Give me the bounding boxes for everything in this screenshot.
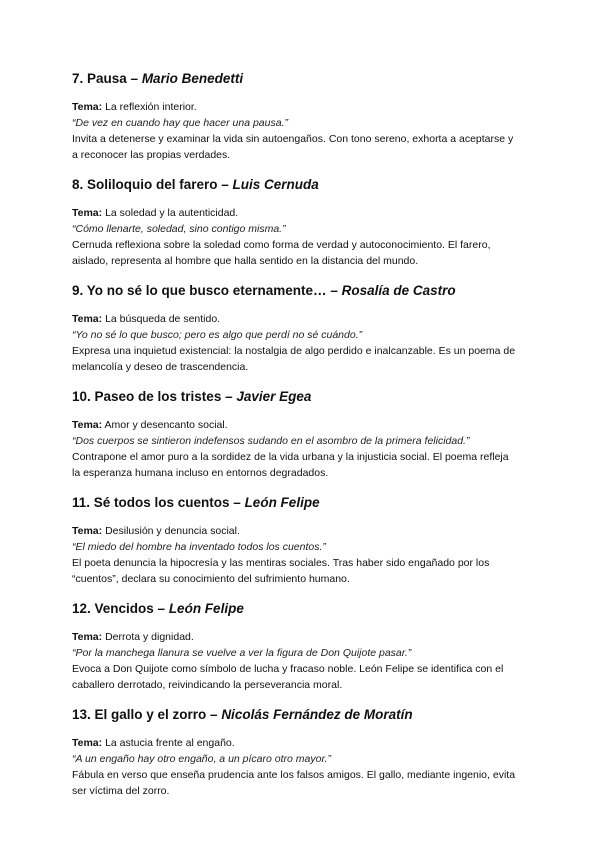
- tema-text: Derrota y dignidad.: [105, 631, 194, 643]
- poem-entry-11: [72, 494, 516, 587]
- poem-author: Mario Benedetti: [141, 71, 244, 86]
- tema-label: Tema:: [72, 313, 103, 325]
- tema-label: Tema:: [72, 525, 103, 537]
- poem-author: Nicolás Fernández de Moratín: [221, 707, 413, 722]
- poem-author: Javier Egea: [236, 389, 312, 404]
- poem-description: Expresa una inquietud existencial: la nostalgia de algo perdido e inalcanzable. Es un poema de melancolía y deseo de trascendencia.: [72, 345, 516, 373]
- tema-text: La búsqueda de sentido.: [105, 313, 221, 325]
- tema-line: [72, 311, 516, 327]
- poem-description: Evoca a Don Quijote como símbolo de lucha y fracaso noble. León Felipe se identifica con el caballero derrotado, reivindicando la perseverancia moral.: [72, 663, 504, 691]
- tema-line: [72, 417, 516, 433]
- poem-heading: 9. Yo no sé lo que busco eternamente… – Rosalía de Castro: [72, 283, 456, 298]
- poem-heading: 7. Pausa – Mario Benedetti: [72, 71, 244, 86]
- poem-title: 10. Paseo de los tristes: [72, 389, 222, 404]
- tema-text: La soledad y la autenticidad.: [105, 207, 239, 219]
- tema-line: [72, 99, 516, 115]
- tema-label: Tema:: [72, 101, 103, 113]
- poem-quote: “Por la manchega llanura se vuelve a ver la figura de Don Quijote pasar.”: [72, 647, 412, 659]
- poem-description: Fábula en verso que enseña prudencia ante los falsos amigos. El gallo, mediante ingenio, evita ser víctima del zorro.: [72, 769, 516, 797]
- poem-author: León Felipe: [168, 601, 244, 616]
- poem-title: 13. El gallo y el zorro: [72, 707, 207, 722]
- poem-entry-8: [72, 176, 516, 269]
- tema-line: [72, 629, 516, 645]
- tema-label: Tema:: [72, 419, 103, 431]
- tema-line: [72, 523, 516, 539]
- poem-description: Cernuda reflexiona sobre la soledad como forma de verdad y autoconocimiento. El farero, aislado, representa al hombre que halla sentido en la distancia del mundo.: [72, 239, 491, 267]
- tema-text: Desilusión y denuncia social.: [105, 525, 240, 537]
- poem-entry-10: [72, 388, 516, 481]
- tema-text: Amor y desencanto social.: [104, 419, 228, 431]
- poem-title: 11. Sé todos los cuentos: [72, 495, 230, 510]
- poem-quote: “Yo no sé lo que busco; pero es algo que perdí no sé cuándo.”: [72, 329, 363, 341]
- poem-heading: 13. El gallo y el zorro – Nicolás Fernández de Moratín: [72, 707, 413, 722]
- poem-quote: “Cómo llenarte, soledad, sino contigo misma.”: [72, 223, 286, 235]
- poem-title: 12. Vencidos: [72, 601, 154, 616]
- poem-quote: “Dos cuerpos se sintieron indefensos sudando en el asombro de la primera felicidad.”: [72, 435, 470, 447]
- poem-quote: “De vez en cuando hay que hacer una pausa.”: [72, 117, 288, 129]
- tema-line: [72, 735, 516, 751]
- poem-author: Luis Cernuda: [232, 177, 319, 192]
- tema-label: Tema:: [72, 631, 103, 643]
- poem-heading: 8. Soliloquio del farero – Luis Cernuda: [72, 177, 319, 192]
- poem-description: Contrapone el amor puro a la sordidez de la vida urbana y la injusticia social. El poema refleja la esperanza humana incluso en entornos degradados.: [72, 451, 509, 479]
- poem-heading: 10. Paseo de los tristes – Javier Egea: [72, 389, 312, 404]
- poem-quote: “El miedo del hombre ha inventado todos los cuentos.”: [72, 541, 326, 553]
- tema-line: [72, 205, 516, 221]
- poem-heading: 12. Vencidos – León Felipe: [72, 601, 244, 616]
- poem-entry-7: [72, 70, 516, 163]
- poem-title: 9. Yo no sé lo que busco eternamente…: [72, 283, 327, 298]
- poem-description: Invita a detenerse y examinar la vida sin autoengaños. Con tono sereno, exhorta a aceptarse y a reconocer las propias verdades.: [72, 133, 514, 161]
- poem-title: 8. Soliloquio del farero: [72, 177, 218, 192]
- poem-quote: “A un engaño hay otro engaño, a un pícaro otro mayor.”: [72, 753, 331, 765]
- poem-entry-13: [72, 706, 516, 799]
- poem-title: 7. Pausa: [72, 71, 127, 86]
- poem-entry-9: [72, 282, 516, 375]
- tema-label: Tema:: [72, 207, 103, 219]
- poem-author: Rosalía de Castro: [341, 283, 456, 298]
- tema-text: La astucia frente al engaño.: [105, 737, 235, 749]
- poem-heading: 11. Sé todos los cuentos – León Felipe: [72, 495, 320, 510]
- poem-description: El poeta denuncia la hipocresía y las mentiras sociales. Tras haber sido engañado por los “cuentos”, declara su conocimiento del sufrimiento humano.: [72, 557, 490, 585]
- tema-label: Tema:: [72, 737, 103, 749]
- poem-author: León Felipe: [244, 495, 320, 510]
- poem-entry-12: [72, 600, 516, 693]
- tema-text: La reflexión interior.: [105, 101, 197, 113]
